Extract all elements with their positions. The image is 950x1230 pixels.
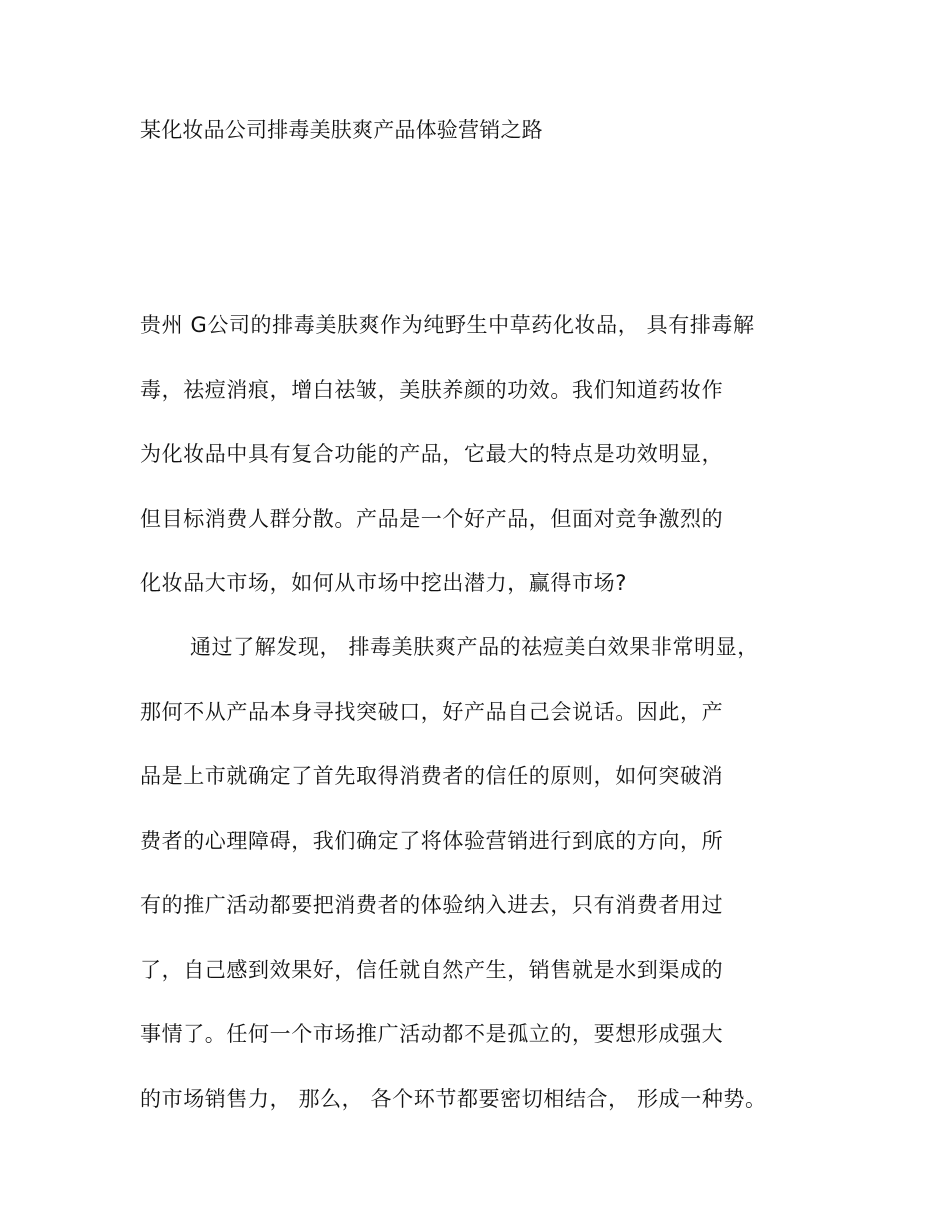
- paragraph-line-1: 贵州 G公司的排毒美肤爽作为纯野生中草药化妆品， 具有排毒解: [140, 313, 755, 337]
- paragraph-line-10: 有的推广活动都要把消费者的体验纳入进去，只有消费者用过: [140, 893, 724, 917]
- paragraph-line-4: 但目标消费人群分散。产品是一个好产品，但面对竞争激烈的: [140, 507, 724, 531]
- paragraph-line-8: 品是上市就确定了首先取得消费者的信任的原则，如何突破消: [140, 764, 724, 788]
- paragraph-line-13: 的市场销售力， 那么， 各个环节都要密切相结合， 形成一种势。: [140, 1087, 767, 1111]
- paragraph-line-12: 事情了。任何一个市场推广活动都不是孤立的，要想形成强大: [140, 1022, 724, 1046]
- paragraph-line-5: 化妆品大市场，如何从市场中挖出潜力，赢得市场?: [140, 571, 627, 595]
- document-title: 某化妆品公司排毒美肤爽产品体验营销之路: [140, 118, 543, 142]
- paragraph-line-9: 费者的心理障碍，我们确定了将体验营销进行到底的方向，所: [140, 829, 724, 853]
- paragraph-line-2: 毒，祛痘消痕，增白祛皱，美肤养颜的功效。我们知道药妆作: [140, 378, 724, 402]
- paragraph-line-6: 通过了解发现， 排毒美肤爽产品的祛痘美白效果非常明显，: [190, 635, 759, 659]
- paragraph-line-3: 为化妆品中具有复合功能的产品，它最大的特点是功效明显，: [140, 442, 724, 466]
- paragraph-line-11: 了，自己感到效果好，信任就自然产生，销售就是水到渠成的: [140, 958, 724, 982]
- paragraph-line-7: 那何不从产品本身寻找突破口，好产品自己会说话。因此，产: [140, 700, 724, 724]
